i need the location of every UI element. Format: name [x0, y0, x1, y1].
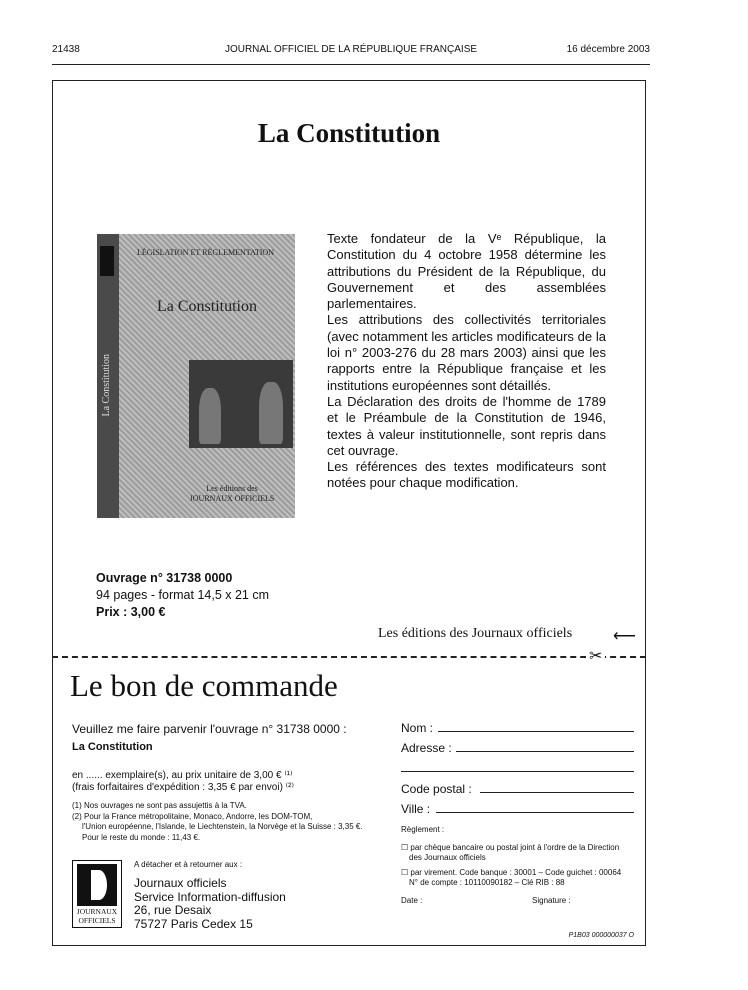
cover-publisher-line2: JOURNAUX OFFICIELS [189, 494, 275, 503]
footnote-2-world: Pour le reste du monde : 11,43 €. [82, 832, 201, 842]
address-line-2: Service Information-diffusion [134, 889, 286, 904]
issue-date: 16 décembre 2003 [566, 44, 650, 55]
footnote-1: (1) Nos ouvrages ne sont pas assujettis à la TVA. [72, 801, 247, 810]
page-number: 21438 [52, 44, 80, 55]
virement-text: par virement. Code banque : 30001 – Code guichet : 00064 [410, 868, 622, 877]
logo-text-line1: JOURNAUX [76, 907, 118, 916]
publisher-tagline: Les éditions des Journaux officiels [378, 626, 573, 641]
return-address [134, 877, 286, 931]
journaux-officiels-logo [72, 860, 122, 928]
cover-photo-figure [259, 382, 283, 444]
address-line-1: Journaux officiels [134, 876, 227, 890]
description-paragraph: Les attributions des collectivités territoriales (avec notamment les articles modificateurs de la loi n° 2003-276 du 28 mars 2003) ainsi que les rapports entre la République française et les institutions européennes sont détaillés. [327, 312, 606, 393]
cheque-text: par chèque bancaire ou postal joint à l'ordre de la Direction [410, 843, 620, 852]
description-paragraph: Texte fondateur de la Vᵉ République, la Constitution du 4 octobre 1958 détermine les attributions du Président de la République, du Gouvernement et des assemblées parlementaires. [327, 231, 606, 312]
description-paragraph: Les références des textes modificateurs sont notées pour chaque modification. [327, 459, 606, 491]
order-quantity [72, 770, 294, 794]
book-pages: 94 pages - format 14,5 x 21 cm [96, 588, 270, 602]
virement-account: N° de compte : 10110090182 – Clé RIB : 88 [409, 878, 565, 887]
return-label: A détacher et à retourner aux : [134, 860, 243, 869]
address-line-4: 75727 Paris Cedex 15 [134, 916, 253, 931]
code-postal-label: Code postal : [401, 782, 472, 796]
adresse-label: Adresse : [401, 741, 452, 755]
order-request: Veuillez me faire parvenir l'ouvrage n° 31738 0000 : [72, 722, 347, 736]
payment-cheque-option[interactable] [401, 843, 619, 863]
address-line-3: 26, rue Desaix [134, 903, 212, 917]
cheque-text-cont: des Journaux officiels [409, 853, 486, 862]
ville-label: Ville : [401, 802, 431, 816]
order-footnotes [72, 801, 363, 843]
book-reference: Ouvrage n° 31738 0000 [96, 571, 233, 585]
nom-field[interactable] [438, 731, 634, 732]
left-arrow-icon: ⟵ [613, 628, 636, 645]
book-info [96, 570, 269, 621]
header-rule [52, 64, 650, 65]
description-paragraph: La Déclaration des droits de l'homme de 1789 et le Préambule de la Constitution de 1946, textes à valeur institutionnelle, sont repris dans cet ouvrage. [327, 393, 606, 458]
code-postal-field[interactable] [480, 792, 634, 793]
cover-spine [97, 234, 119, 518]
book-price: Prix : 3,00 € [96, 605, 166, 619]
reglement-label: Règlement : [401, 825, 445, 834]
checkbox-icon[interactable]: ☐ [401, 868, 409, 877]
signature-label: Signature : [532, 896, 571, 905]
cut-line [52, 656, 646, 658]
cover-photo [189, 360, 293, 448]
scissors-icon: ✂ [586, 646, 605, 666]
logo-text-line2: OFFICIELS [78, 916, 116, 925]
shipping-line: (frais forfaitaires d'expédition : 3,35 € par envoi) ⁽²⁾ [72, 782, 294, 793]
journal-title: JOURNAL OFFICIEL DE LA RÉPUBLIQUE FRANÇAISE [224, 44, 478, 55]
cover-photo-figure [199, 388, 221, 444]
adresse-field-line2[interactable] [401, 771, 634, 772]
cover-logo-icon [100, 246, 114, 276]
payment-virement-option[interactable] [401, 868, 621, 888]
ad-title: La Constitution [257, 118, 441, 148]
cover-publisher-line1: Les éditions des [206, 484, 258, 493]
date-label: Date : [401, 896, 423, 905]
order-book-title: La Constitution [72, 741, 153, 753]
adresse-field[interactable] [456, 751, 634, 752]
ville-field[interactable] [436, 812, 634, 813]
logo-text [73, 907, 121, 925]
order-form-title: Le bon de commande [70, 668, 338, 703]
footnote-2: (2) Pour la France métropolitaine, Monaco, Andorre, les DOM-TOM, [72, 811, 313, 821]
quantity-line: en ...... exemplaire(s), au prix unitaire de 3,00 € ⁽¹⁾ [72, 770, 293, 781]
cover-publisher [187, 484, 277, 504]
cover-title: La Constitution [157, 298, 257, 315]
footnote-2-cont: l'Union européenne, l'Islande, le Liechtenstein, la Norvège et la Suisse : 3,35 €. [82, 822, 363, 831]
cover-spine-text: La Constitution [101, 354, 112, 417]
checkbox-icon[interactable]: ☐ [401, 843, 409, 852]
book-cover-image [97, 234, 295, 518]
book-description [327, 231, 606, 492]
nom-label: Nom : [401, 721, 434, 735]
jo-logo-icon [77, 864, 117, 906]
cover-series: LÉGISLATION ET RÉGLEMENTATION [137, 248, 274, 257]
form-reference: P1B03 000000037 O [568, 932, 634, 939]
